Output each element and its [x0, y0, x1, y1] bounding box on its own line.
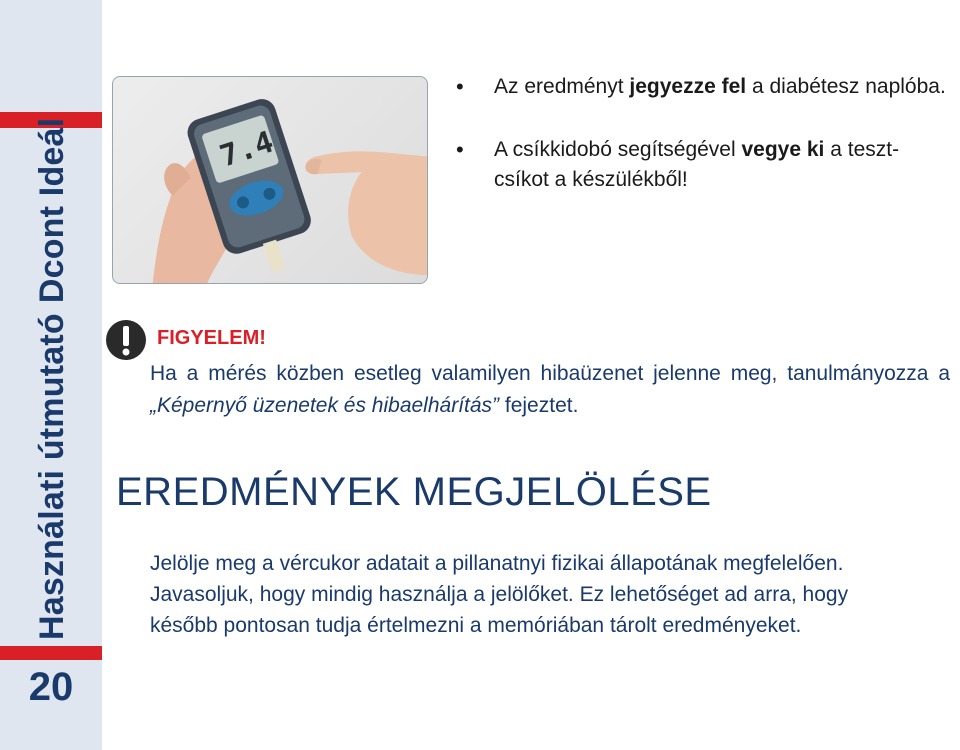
brand-name: Dcont Ideál: [33, 117, 71, 304]
list-item: • Az eredményt jegyezze fel a diabétesz naplóba.: [448, 72, 948, 102]
glucose-meter-photo: [112, 76, 428, 284]
exclamation-icon: [104, 318, 148, 362]
list-item: • A csíkkidobó segítségével vegye ki a teszt-csíkot a készülékből!: [456, 137, 900, 191]
body-line: később pontosan tudja értelmezni a memóriában tárolt eredményeket.: [150, 614, 802, 637]
bullet-icon: •: [456, 74, 464, 99]
body-line: Javasoljuk, hogy mindig használja a jelölőket. Ez lehetőséget ad arra, hogy: [150, 583, 849, 606]
warning-text: Ha a mérés közben esetleg valamilyen hibaüzenet jelenne meg, tanulmányozza a „Képernyő üzenetek és hibaelhárítás” fejeztet.: [150, 362, 950, 417]
chapter-reference: „Képernyő üzenetek és hibaelhárítás”: [150, 394, 500, 417]
sidebar-title: [33, 118, 72, 640]
body-line: Jelölje meg a vércukor adatait a pillanatnyi fizikai állapotának megfelelően.: [150, 552, 844, 575]
section-heading: EREDMÉNYEK MEGJELÖLÉSE: [116, 470, 712, 514]
section-body: [150, 548, 960, 641]
page-number: 20: [28, 665, 74, 709]
sidebar-accent-bottom: [0, 646, 102, 660]
warning-title: FIGYELEM!: [157, 327, 266, 349]
instruction-list: [448, 72, 948, 228]
bullet-icon: •: [456, 137, 464, 162]
sidebar: [0, 0, 102, 750]
meter-display-reading: 7.4: [215, 124, 278, 175]
manual-title: Használati útmutató: [33, 313, 71, 640]
